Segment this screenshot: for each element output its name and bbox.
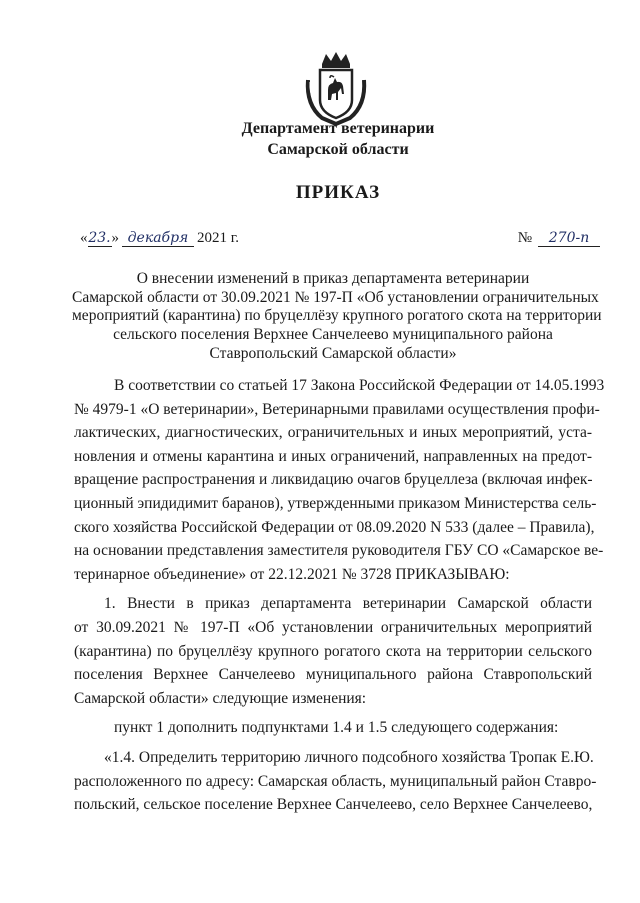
text-line: расположенного по адресу: Самарская область, муниципальный район Ставро- [74,772,597,790]
text-line: поселения Верхнее Санчелеево муниципального района Ставропольский [74,666,592,684]
text-line: от 30.09.2021 № 197-П «Об установлении ограничительных мероприятий [74,618,592,636]
date-day: 23. [88,230,111,246]
text-line: лактических, диагностических, ограничительных и иных мероприятий, уста- [74,424,592,442]
date-month: декабря [122,230,194,247]
order-date [80,230,239,247]
org-line-2: Самарской области [267,141,409,158]
org-line-1: Департамент ветеринарии [241,120,435,137]
text-line: польский, сельское поселение Верхнее Санчелеево, село Верхнее Санчелеево, [74,796,593,814]
order-number [518,230,600,247]
date-year: 2021 г. [197,230,239,246]
number-value: 270-п [538,230,600,247]
text-line: № 4979-1 «О ветеринарии», Ветеринарными правилами осуществления профи- [74,400,600,418]
text-line: пункт 1 дополнить подпунктами 1.4 и 1.5 следующего содержания: [114,719,559,737]
subject-line: мероприятий (карантина) по бруцеллёзу крупного рогатого скота на территории [72,307,602,325]
text-line: 1. Внести в приказ департамента ветеринарии Самарской области [104,595,592,613]
text-line: В соответствии со статьей 17 Закона Российской Федерации от 14.05.1993 [114,377,605,394]
text-line: вращение распространения и ликвидацию очагов бруцеллеза (включая инфек- [74,471,593,489]
date-open-quote: « [80,230,88,246]
subclause-1-4-paragraph [74,746,597,817]
text-line: новления и отмены карантина и иных ограничений, направленных на предот- [74,447,592,465]
order-subject [72,270,602,364]
subject-line: сельского поселения Верхнее Санчелеево муниципального района [113,326,553,344]
preamble-paragraph [74,374,605,586]
text-line: «1.4. Определить территорию личного подсобного хозяйства Тропак Е.Ю. [104,748,594,766]
text-line: (карантина) по бруцеллёзу крупного рогатого скота на территории сельского [74,642,592,660]
clause-1-amendment-intro [74,716,592,740]
coat-of-arms-emblem [300,50,372,128]
text-line: ционный эпидидимит баранов), утвержденными приказом Министерства сель- [74,494,597,512]
text-line: на основании представления заместителя руководителя ГБУ СО «Самарское ве- [74,542,604,560]
text-line: ского хозяйства Российской Федерации от 08.09.2020 N 533 (далее – Правила), [74,518,595,536]
date-number-line [80,230,600,254]
subject-line: Ставропольский Самарской области» [209,344,457,362]
date-close-quote: » [111,230,119,246]
subject-line: Самарской области от 30.09.2021 № 197-П «Об установлении ограничительных [72,288,599,306]
text-line: теринарное объединение» от 22.12.2021 № 3728 ПРИКАЗЫВАЮ: [74,565,510,583]
organization-name [0,118,640,160]
subject-line: О внесении изменений в приказ департамента ветеринарии [136,270,530,287]
order-body [74,374,605,817]
text-line: Самарской области» следующие изменения: [74,689,367,707]
clause-1-paragraph [74,592,592,710]
document-title: ПРИКАЗ [295,182,381,203]
number-prefix: № [517,230,532,246]
